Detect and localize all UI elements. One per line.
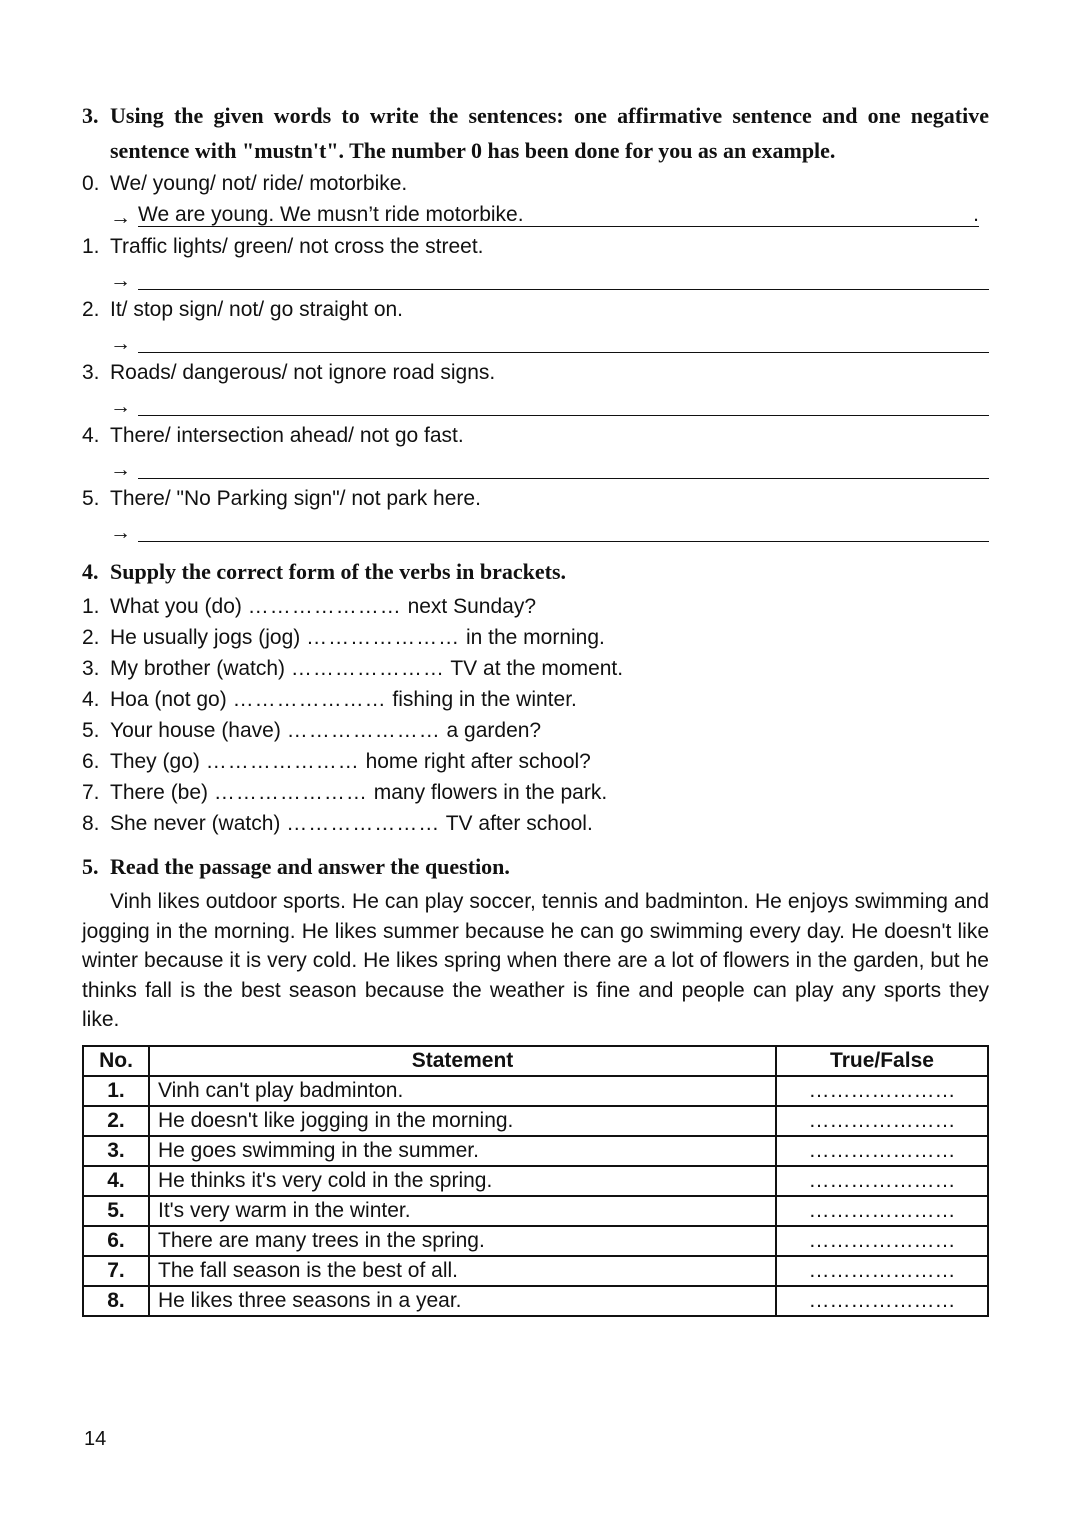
arrow-icon: → bbox=[110, 206, 131, 229]
true-false-blank[interactable]: ………………… bbox=[776, 1286, 988, 1316]
true-false-blank[interactable]: ………………… bbox=[776, 1256, 988, 1286]
verb-sentence bbox=[110, 653, 989, 684]
answer-row bbox=[110, 262, 989, 294]
sentence-start: My brother (watch) bbox=[110, 657, 286, 680]
true-false-blank[interactable]: ………………… bbox=[776, 1076, 988, 1106]
section-4-number: 4. bbox=[82, 559, 99, 584]
worksheet-page bbox=[82, 98, 989, 1317]
section-4-heading bbox=[82, 554, 989, 589]
answer-line[interactable] bbox=[138, 519, 989, 542]
true-false-blank[interactable]: ………………… bbox=[776, 1196, 988, 1226]
verb-item bbox=[82, 622, 989, 653]
row-number: 1. bbox=[83, 1076, 149, 1106]
row-number: 6. bbox=[83, 1226, 149, 1256]
section-4 bbox=[82, 554, 989, 839]
verb-item bbox=[82, 591, 989, 622]
example-answer: We are young. We musn’t ride motorbike. bbox=[138, 203, 524, 226]
answer-row bbox=[110, 199, 989, 231]
item-number: 1. bbox=[82, 235, 100, 258]
row-statement: Vinh can't play badminton. bbox=[149, 1076, 776, 1106]
true-false-blank[interactable]: ………………… bbox=[776, 1166, 988, 1196]
answer-blank[interactable]: ………………… bbox=[286, 719, 441, 742]
answer-blank[interactable]: ………………… bbox=[290, 657, 445, 680]
sentence-end: a garden? bbox=[446, 719, 542, 742]
arrow-icon: → bbox=[110, 458, 131, 481]
sentence-start: He usually jogs (jog) bbox=[110, 626, 301, 649]
table-row bbox=[83, 1256, 988, 1286]
item-number: 5. bbox=[82, 487, 100, 510]
row-number: 7. bbox=[83, 1256, 149, 1286]
answer-blank[interactable]: ………………… bbox=[205, 750, 360, 773]
true-false-table bbox=[82, 1045, 989, 1317]
answer-row bbox=[110, 451, 989, 483]
table-row bbox=[83, 1166, 988, 1196]
table-row bbox=[83, 1106, 988, 1136]
item-prompt: There/ "No Parking sign"/ not park here. bbox=[110, 487, 481, 510]
verb-sentence bbox=[110, 777, 989, 808]
sentence-end: next Sunday? bbox=[407, 595, 537, 618]
table-row bbox=[83, 1196, 988, 1226]
verb-sentence bbox=[110, 684, 989, 715]
example-answer-end: . bbox=[973, 203, 979, 226]
table-row bbox=[83, 1286, 988, 1316]
row-statement: He likes three seasons in a year. bbox=[149, 1286, 776, 1316]
row-number: 5. bbox=[83, 1196, 149, 1226]
row-statement: He goes swimming in the summer. bbox=[149, 1136, 776, 1166]
row-statement: He doesn't like jogging in the morning. bbox=[149, 1106, 776, 1136]
item-number: 7. bbox=[82, 781, 100, 804]
verb-sentence bbox=[110, 808, 989, 839]
true-false-blank[interactable]: ………………… bbox=[776, 1136, 988, 1166]
sentence-end: home right after school? bbox=[365, 750, 591, 773]
verb-sentence bbox=[110, 591, 989, 622]
item-number: 2. bbox=[82, 626, 100, 649]
item-number: 6. bbox=[82, 750, 100, 773]
verb-sentence bbox=[110, 746, 989, 777]
exercise-item bbox=[82, 231, 989, 262]
item-prompt: We/ young/ not/ ride/ motorbike. bbox=[110, 172, 408, 195]
row-statement: He thinks it's very cold in the spring. bbox=[149, 1166, 776, 1196]
item-number: 8. bbox=[82, 812, 100, 835]
row-statement: It's very warm in the winter. bbox=[149, 1196, 776, 1226]
answer-blank[interactable]: ………………… bbox=[306, 626, 461, 649]
row-number: 2. bbox=[83, 1106, 149, 1136]
exercise-item bbox=[82, 357, 989, 388]
item-prompt: It/ stop sign/ not/ go straight on. bbox=[110, 298, 404, 321]
sentence-start: They (go) bbox=[110, 750, 200, 773]
verb-item bbox=[82, 746, 989, 777]
verb-sentence bbox=[110, 622, 989, 653]
header-statement: Statement bbox=[149, 1046, 776, 1076]
answer-line[interactable] bbox=[138, 204, 979, 227]
answer-row bbox=[110, 388, 989, 420]
verb-item bbox=[82, 808, 989, 839]
sentence-end: TV at the moment. bbox=[450, 657, 624, 680]
answer-line[interactable] bbox=[138, 330, 989, 353]
item-number: 3. bbox=[82, 657, 100, 680]
answer-row bbox=[110, 514, 989, 546]
item-number: 5. bbox=[82, 719, 100, 742]
answer-blank[interactable]: ………………… bbox=[232, 688, 387, 711]
answer-blank[interactable]: ………………… bbox=[213, 781, 368, 804]
section-3-number: 3. bbox=[82, 103, 99, 128]
sentence-end: fishing in the winter. bbox=[392, 688, 577, 711]
exercise-item bbox=[82, 420, 989, 451]
section-3 bbox=[82, 98, 989, 546]
answer-line[interactable] bbox=[138, 456, 989, 479]
header-true-false: True/False bbox=[776, 1046, 988, 1076]
answer-row bbox=[110, 325, 989, 357]
exercise-item bbox=[82, 483, 989, 514]
section-4-title: Supply the correct form of the verbs in brackets. bbox=[110, 559, 567, 584]
item-number: 3. bbox=[82, 361, 100, 384]
section-5-heading bbox=[82, 849, 989, 884]
item-number: 0. bbox=[82, 172, 100, 195]
page-number: 14 bbox=[84, 1428, 107, 1450]
section-5-number: 5. bbox=[82, 854, 99, 879]
item-prompt: Traffic lights/ green/ not cross the street. bbox=[110, 235, 484, 258]
item-number: 2. bbox=[82, 298, 100, 321]
sentence-start: What you (do) bbox=[110, 595, 242, 618]
sentence-start: She never (watch) bbox=[110, 812, 281, 835]
sentence-end: in the morning. bbox=[465, 626, 605, 649]
exercise-item bbox=[82, 294, 989, 325]
exercise-item bbox=[82, 168, 989, 199]
reading-passage: Vinh likes outdoor sports. He can play soccer, tennis and badminton. He enjoys swimming and jogging in the morning. He likes summer because he can go swimming every day. He doesn't like winter because it is very cold. He likes spring when there are a lot of flowers in the garden, but he thinks fall is the best season because the weather is fine and people can play any sports they like. bbox=[82, 890, 989, 1031]
verb-item bbox=[82, 715, 989, 746]
verb-item bbox=[82, 777, 989, 808]
table-header-row bbox=[83, 1046, 988, 1076]
sentence-end: many flowers in the park. bbox=[373, 781, 608, 804]
item-number: 4. bbox=[82, 424, 100, 447]
item-number: 4. bbox=[82, 688, 100, 711]
answer-blank[interactable]: ………………… bbox=[286, 812, 441, 835]
row-statement: The fall season is the best of all. bbox=[149, 1256, 776, 1286]
item-prompt: There/ intersection ahead/ not go fast. bbox=[110, 424, 464, 447]
table-row bbox=[83, 1076, 988, 1106]
verb-item bbox=[82, 684, 989, 715]
arrow-icon: → bbox=[110, 521, 131, 544]
arrow-icon: → bbox=[110, 269, 131, 292]
row-number: 8. bbox=[83, 1286, 149, 1316]
row-number: 3. bbox=[83, 1136, 149, 1166]
verb-sentence bbox=[110, 715, 989, 746]
sentence-end: TV after school. bbox=[445, 812, 593, 835]
row-number: 4. bbox=[83, 1166, 149, 1196]
sentence-start: Hoa (not go) bbox=[110, 688, 227, 711]
item-prompt: Roads/ dangerous/ not ignore road signs. bbox=[110, 361, 496, 384]
sentence-start: Your house (have) bbox=[110, 719, 281, 742]
header-no: No. bbox=[83, 1046, 149, 1076]
true-false-blank[interactable]: ………………… bbox=[776, 1226, 988, 1256]
answer-line[interactable] bbox=[138, 267, 989, 290]
table-row bbox=[83, 1136, 988, 1166]
verb-item bbox=[82, 653, 989, 684]
section-5 bbox=[82, 849, 989, 1317]
answer-blank[interactable]: ………………… bbox=[247, 595, 402, 618]
arrow-icon: → bbox=[110, 332, 131, 355]
arrow-icon: → bbox=[110, 395, 131, 418]
sentence-start: There (be) bbox=[110, 781, 209, 804]
answer-line[interactable] bbox=[138, 393, 989, 416]
item-number: 1. bbox=[82, 595, 100, 618]
section-3-title: Using the given words to write the sentences: one affirmative sentence and one negative sentence with "mustn't". The number 0 has been done for you as an example. bbox=[110, 103, 989, 163]
row-statement: There are many trees in the spring. bbox=[149, 1226, 776, 1256]
true-false-blank[interactable]: ………………… bbox=[776, 1106, 988, 1136]
section-3-heading bbox=[82, 98, 989, 168]
table-row bbox=[83, 1226, 988, 1256]
section-5-title: Read the passage and answer the question. bbox=[110, 854, 510, 879]
